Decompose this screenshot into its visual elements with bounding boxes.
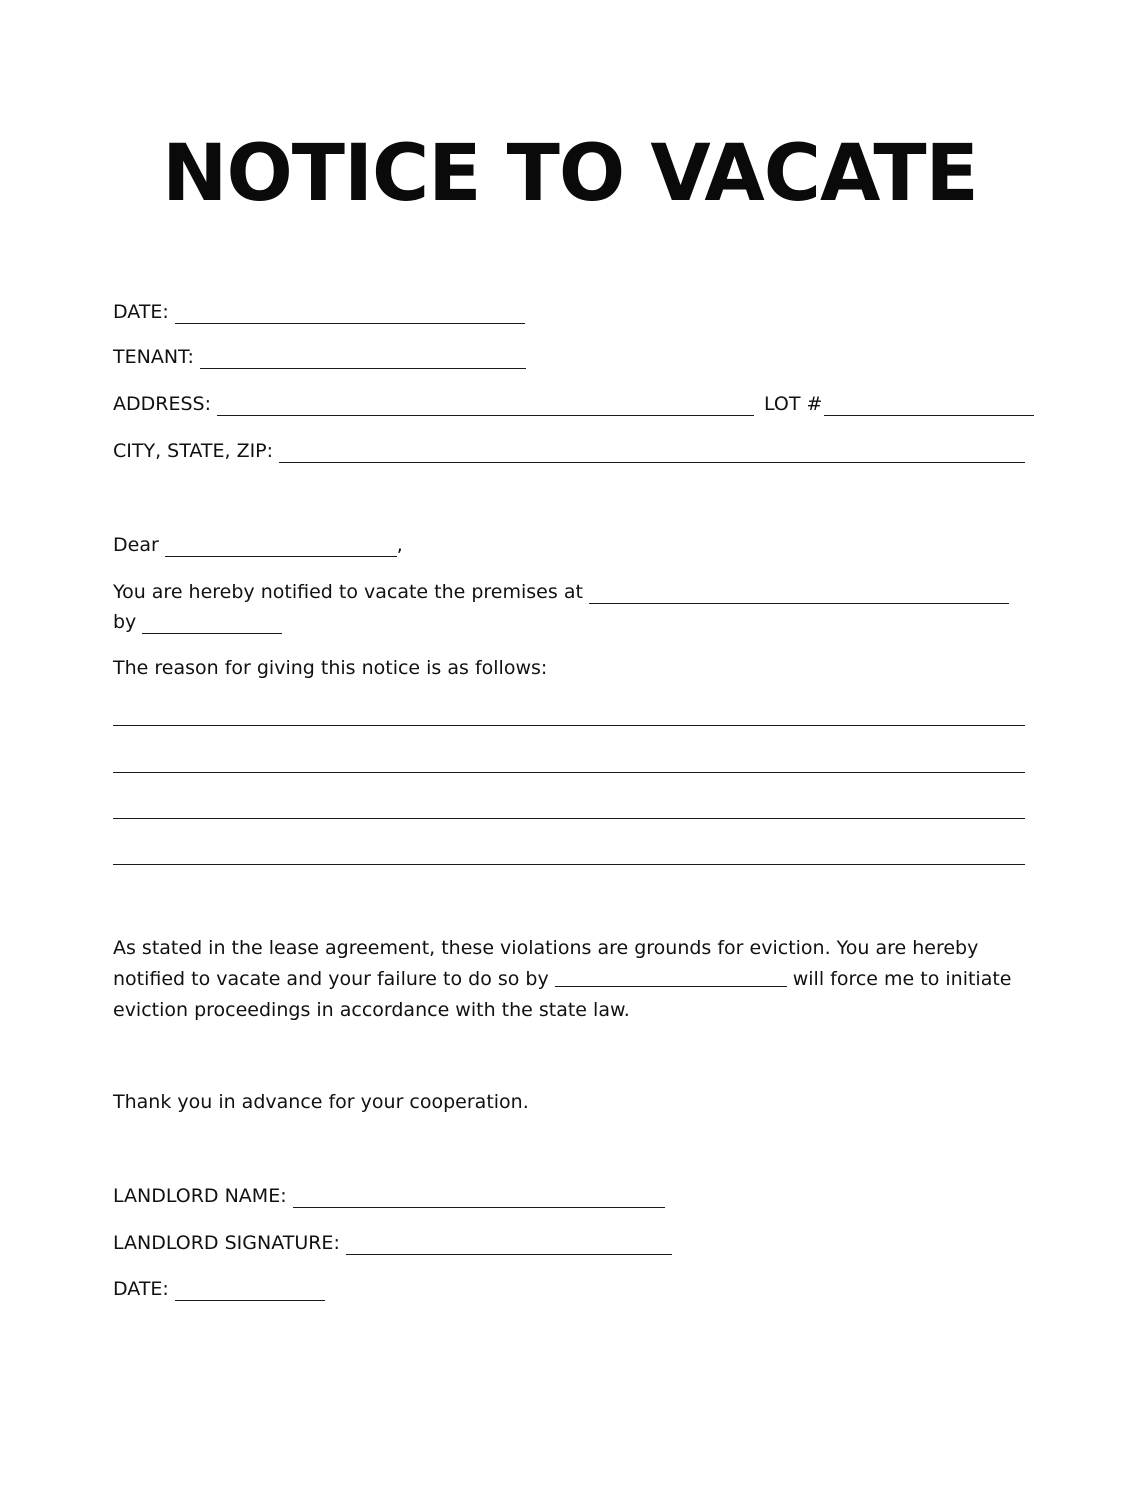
reason-row xyxy=(113,656,547,680)
thanks-row xyxy=(113,1090,529,1114)
landlord-name-field[interactable] xyxy=(293,1187,665,1208)
signature-date-row xyxy=(113,1277,325,1301)
landlord-signature-label: LANDLORD SIGNATURE: xyxy=(113,1232,340,1254)
reason-line-2[interactable] xyxy=(113,772,1025,773)
landlord-signature-row xyxy=(113,1231,672,1255)
reason-line-3[interactable] xyxy=(113,818,1025,819)
salutation-row xyxy=(113,533,403,557)
date-row xyxy=(113,300,525,324)
thanks-text: Thank you in advance for your cooperation. xyxy=(113,1091,529,1113)
vacate-by-date-field[interactable] xyxy=(142,613,282,634)
date-label: DATE: xyxy=(113,301,169,323)
lot-label: LOT # xyxy=(764,393,823,415)
city-state-zip-row xyxy=(113,439,1025,463)
salutation-label: Dear xyxy=(113,534,159,556)
landlord-name-row xyxy=(113,1184,665,1208)
notice-text: You are hereby notified to vacate the premises at xyxy=(113,581,583,603)
eviction-line-2-end: will force me to initiate xyxy=(792,968,1012,990)
address-label: ADDRESS: xyxy=(113,393,211,415)
tenant-label: TENANT: xyxy=(113,346,194,368)
by-date-row xyxy=(113,610,282,634)
lot-field[interactable] xyxy=(824,395,1034,416)
by-label: by xyxy=(113,611,137,633)
date-field[interactable] xyxy=(175,303,525,324)
salutation-comma: , xyxy=(396,534,403,556)
signature-date-label: DATE: xyxy=(113,1278,169,1300)
reason-line-1[interactable] xyxy=(113,725,1025,726)
premises-field[interactable] xyxy=(589,583,1009,604)
city-state-zip-field[interactable] xyxy=(279,442,1025,463)
signature-date-field[interactable] xyxy=(175,1280,325,1301)
address-field[interactable] xyxy=(217,395,754,416)
notice-row xyxy=(113,580,1009,604)
reason-line-4[interactable] xyxy=(113,864,1025,865)
tenant-field[interactable] xyxy=(200,348,526,369)
eviction-line-3: eviction proceedings in accordance with the state law. xyxy=(113,999,630,1021)
eviction-date-field[interactable] xyxy=(555,966,787,987)
eviction-line-2-start: notified to vacate and your failure to do so by xyxy=(113,968,549,990)
landlord-signature-field[interactable] xyxy=(346,1234,672,1255)
tenant-row xyxy=(113,345,526,369)
landlord-name-label: LANDLORD NAME: xyxy=(113,1185,287,1207)
city-state-zip-label: CITY, STATE, ZIP: xyxy=(113,440,274,462)
address-row xyxy=(113,392,1034,416)
document-title: NOTICE TO VACATE xyxy=(162,129,978,219)
reason-label: The reason for giving this notice is as follows: xyxy=(113,657,548,679)
eviction-line-1: As stated in the lease agreement, these violations are grounds for eviction. You are hereby xyxy=(113,937,979,959)
eviction-paragraph xyxy=(113,933,1012,1026)
recipient-name-field[interactable] xyxy=(165,536,397,557)
eviction-line-2 xyxy=(113,964,1012,995)
